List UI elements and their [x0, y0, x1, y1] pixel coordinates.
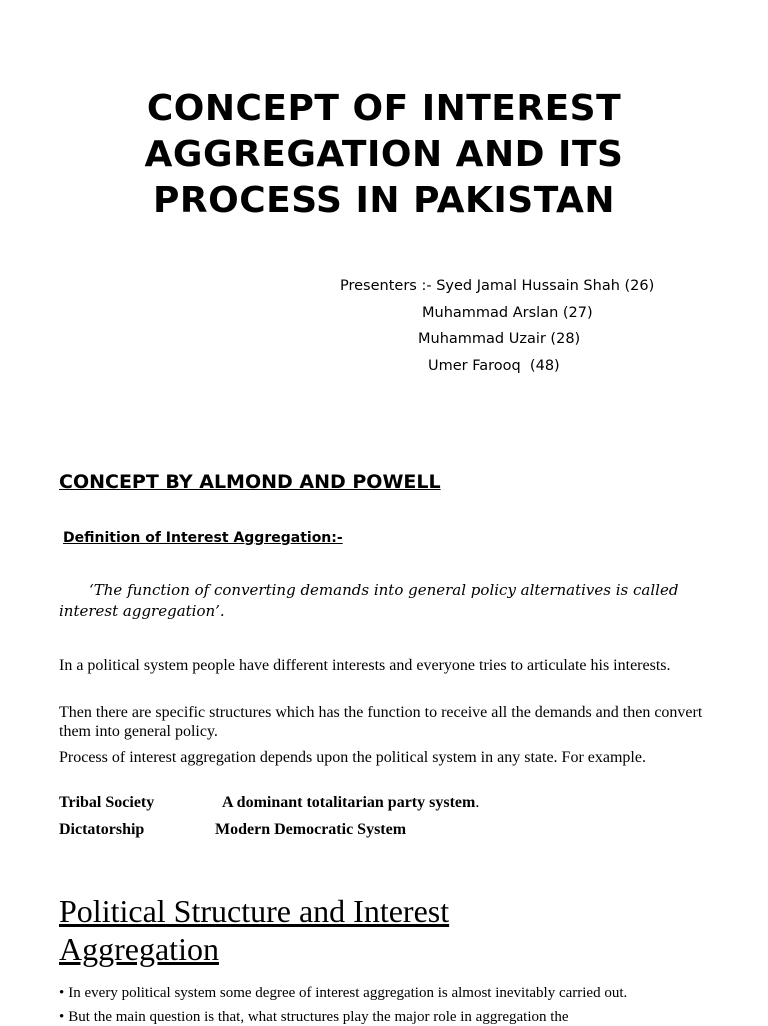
section-heading: CONCEPT BY ALMOND AND POWELL [59, 471, 441, 493]
title-line: AGGREGATION AND ITS [144, 134, 624, 175]
paragraph: Then there are specific structures which has the function to receive all the demands and then convert them into general policy. [59, 704, 703, 740]
bullet-icon: • [59, 1009, 65, 1025]
title-line: Aggregation [59, 931, 219, 967]
example-text: A dominant totalitarian party system [222, 794, 476, 811]
bullet-icon: • [59, 985, 65, 1001]
paragraph: Process of interest aggregation depends upon the political system in any state. For example. [59, 749, 646, 766]
example-punct: . [475, 794, 480, 811]
example-totalitarian-party [222, 794, 479, 812]
presenter-name: Muhammad Arslan (27) [422, 305, 593, 321]
bullet-text: But the main question is that, what structures play the major role in aggregation the [68, 1009, 569, 1025]
bullet-item [59, 1009, 739, 1026]
title-line: Political Structure and Interest [59, 893, 450, 929]
bullet-text: In every political system some degree of interest aggregation is almost inevitably carried out. [68, 985, 628, 1001]
definition-heading: Definition of Interest Aggregation:- [63, 530, 343, 546]
presenter-line-1 [340, 278, 654, 294]
example-tribal-society: Tribal Society [59, 794, 155, 811]
title-line: CONCEPT OF INTEREST [146, 88, 622, 129]
bullet-item [59, 985, 739, 1002]
presenter-name: Muhammad Uzair (28) [418, 331, 581, 347]
presenter-name: Syed Jamal Hussain Shah (26) [436, 278, 655, 294]
paragraph: In a political system people have different interests and everyone tries to articulate his interests. [59, 657, 671, 674]
title-line: PROCESS IN PAKISTAN [153, 180, 615, 221]
example-dictatorship: Dictatorship [59, 821, 145, 838]
presenter-name: Umer Farooq (48) [428, 358, 560, 374]
definition-quote: ‘The function of converting demands into general policy alternatives is called interest aggregation’. [59, 581, 679, 620]
presentation-title [0, 86, 768, 224]
example-democratic-system: Modern Democratic System [215, 821, 407, 838]
slide-title [59, 892, 449, 968]
presenters-label: Presenters :- [340, 278, 432, 294]
